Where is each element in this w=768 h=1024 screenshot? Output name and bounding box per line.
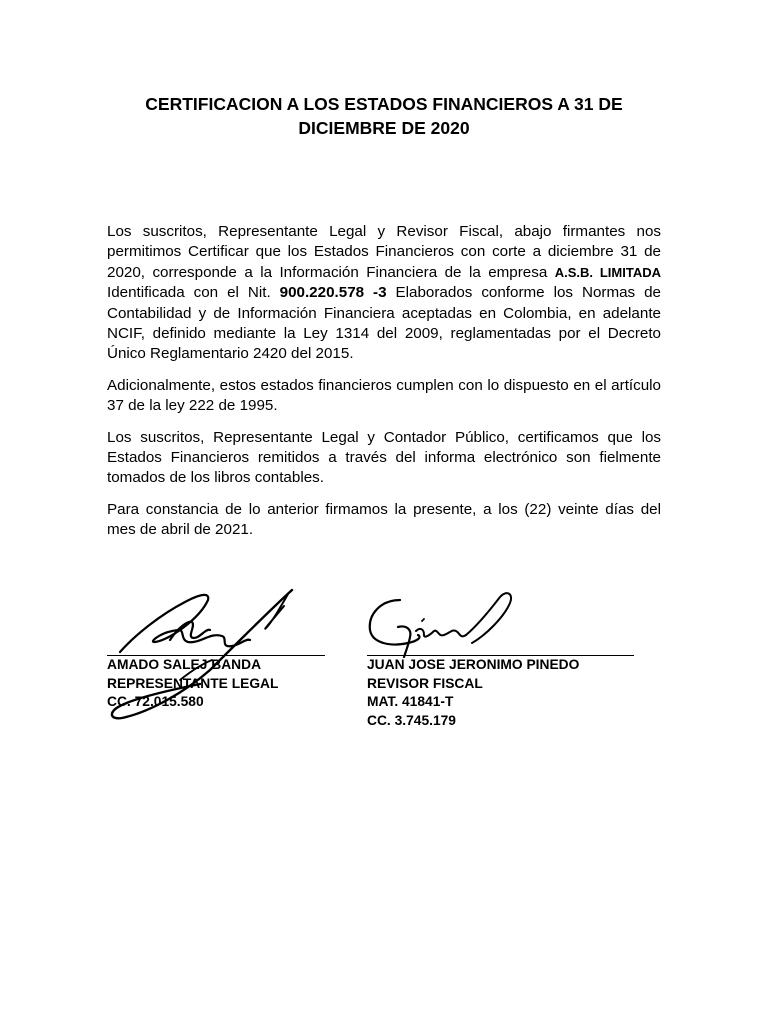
paragraph-constancy: Para constancia de lo anterior firmamos la presente, a los (22) veinte días del mes de abril de 2021.: [107, 500, 661, 539]
paragraph-certification-part2: Identificada con el Nit.: [107, 284, 280, 302]
signatory-left-role: REPRESENTANTE LEGAL: [107, 675, 279, 691]
document-body: [107, 222, 661, 552]
nit-number: 900.220.578 -3: [279, 284, 387, 302]
company-name: A.S.B. LIMITADA: [554, 264, 662, 280]
title-line-1: CERTIFICACION A LOS ESTADOS FINANCIEROS A 31 DE: [145, 94, 623, 114]
signatory-right-mat: MAT. 41841-T: [367, 694, 454, 709]
title-line-2: DICIEMBRE DE 2020: [298, 118, 470, 138]
signatory-left-name: AMADO SALEJ BANDA: [107, 657, 262, 672]
paragraph-additional: Adicionalmente, estos estados financieros cumplen con lo dispuesto en el artículo 37 de la ley 222 de 1995.: [107, 376, 661, 415]
signatory-right: [367, 656, 579, 730]
paragraph-certification-part3: Elaborados conforme los Normas de Contabilidad y de Información Financiera aceptadas en Colombia, en adelante NCIF, definido mediante la Ley 1314 del 2009, reglamentadas por el Decreto Único Reglamentario 2420 del 2015.: [107, 284, 661, 363]
signatory-right-id: CC. 3.745.179: [367, 712, 456, 728]
signatory-left: [107, 656, 278, 712]
signatory-right-name: JUAN JOSE JERONIMO PINEDO: [367, 657, 580, 672]
paragraph-certification: [107, 222, 661, 365]
paragraph-certification-part1: Los suscritos, Representante Legal y Revisor Fiscal, abajo firmantes nos permitimos Certificar que los Estados Financieros con corte a diciembre 31 de 2020, corresponde a la Información Financiera de la empresa: [107, 223, 661, 281]
signatory-right-role: REVISOR FISCAL: [367, 675, 483, 691]
signatory-left-id: CC. 72.015.580: [107, 694, 204, 709]
document-title: [90, 92, 678, 140]
paragraph-accountant: Los suscritos, Representante Legal y Contador Público, certificamos que los Estados Financieros remitidos a través del informa electrónico son fielmente tomados de los libros contables.: [107, 428, 661, 487]
